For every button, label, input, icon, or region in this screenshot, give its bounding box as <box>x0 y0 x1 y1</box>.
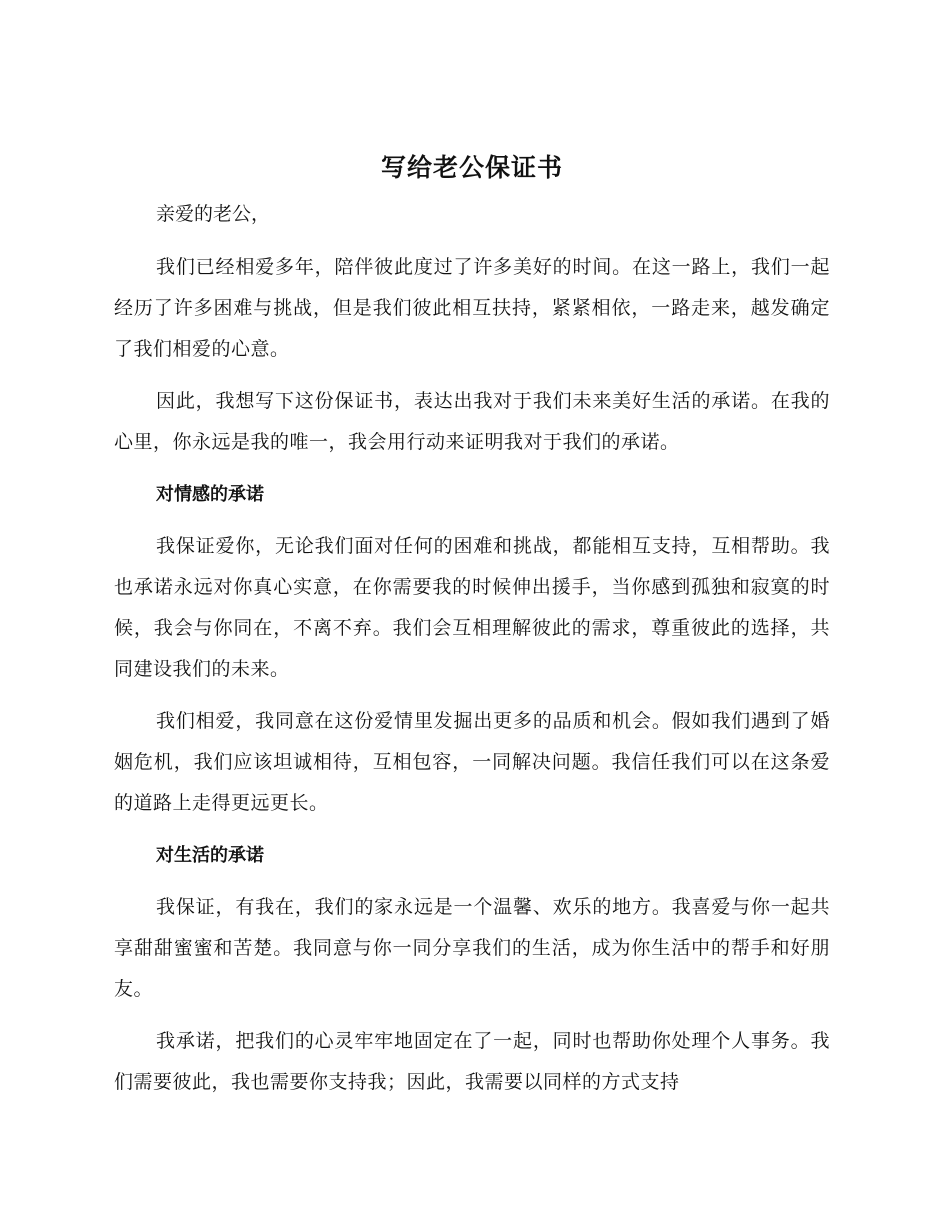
section-heading-life: 对生活的承诺 <box>156 845 264 866</box>
life-paragraph-1: 我保证，有我在，我们的家永远是一个温馨、欢乐的地方。我喜爱与你一起共享甜甜蜜蜜和苦楚。我同意与你一同分享我们的生活，成为你生活中的帮手和好朋友。 <box>114 896 830 1000</box>
emotion-paragraph-1: 我保证爱你，无论我们面对任何的困难和挑战，都能相互支持，互相帮助。我也承诺永远对你真心实意，在你需要我的时候伸出援手，当你感到孤独和寂寞的时候，我会与你同在，不离不弃。我们会互相理解彼此的需求，尊重彼此的选择，共同建设我们的未来。 <box>114 535 830 680</box>
document-body <box>114 146 830 1114</box>
intro-paragraph-2: 因此，我想写下这份保证书，表达出我对于我们未来美好生活的承诺。在我的心里，你永远是我的唯一，我会用行动来证明我对于我们的承诺。 <box>114 390 830 453</box>
document-title: 写给老公保证书 <box>380 153 563 182</box>
section-heading-emotion: 对情感的承诺 <box>156 484 264 505</box>
intro-paragraph-1: 我们已经相爱多年，陪伴彼此度过了许多美好的时间。在这一路上，我们一起经历了许多困难与挑战，但是我们彼此相互扶持，紧紧相依，一路走来，越发确定了我们相爱的心意。 <box>114 256 830 360</box>
life-paragraph-2: 我承诺，把我们的心灵牢牢地固定在了一起，同时也帮助你处理个人事务。我们需要彼此，我也需要你支持我；因此，我需要以同样的方式支持 <box>114 1030 830 1093</box>
emotion-paragraph-2: 我们相爱，我同意在这份爱情里发掘出更多的品质和机会。假如我们遇到了婚姻危机，我们应该坦诚相待，互相包容，一同解决问题。我信任我们可以在这条爱的道路上走得更远更长。 <box>114 710 830 814</box>
greeting: 亲爱的老公， <box>156 203 271 225</box>
